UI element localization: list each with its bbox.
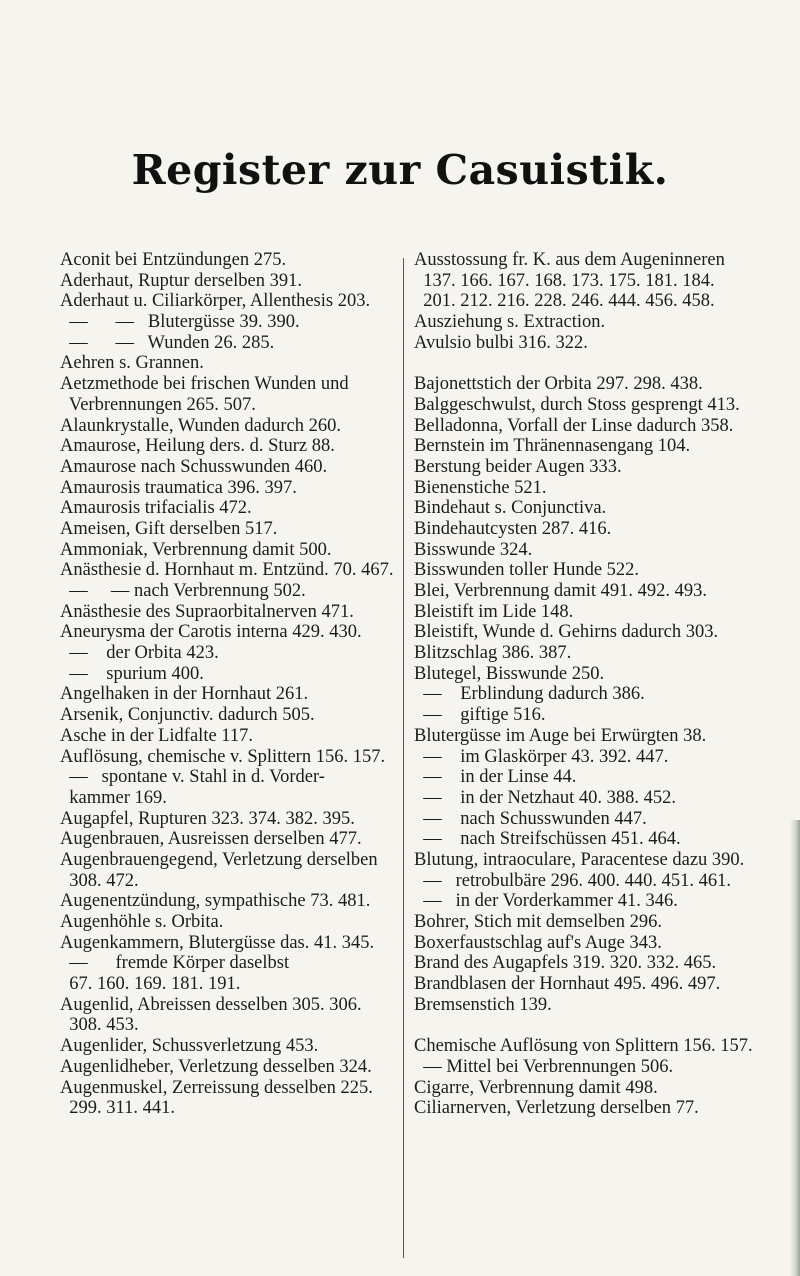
index-entry: kammer 169.: [60, 787, 167, 808]
index-entry: Augenhöhle s. Orbita.: [60, 912, 224, 932]
index-entry: Aderhaut u. Ciliarkörper, Allenthesis 203.: [60, 291, 371, 312]
index-entry: 308. 472.: [60, 870, 139, 891]
index-entry: Bienenstiche 521.: [414, 477, 547, 498]
index-entry: Bohrer, Stich mit demselben 296.: [414, 912, 662, 932]
index-entry: Bernstein im Thränennasengang 104.: [414, 436, 691, 457]
index-entry: Ciliarnerven, Verletzung derselben 77.: [414, 1098, 699, 1119]
index-entry: Ameisen, Gift derselben 517.: [60, 518, 278, 539]
index-entry: Amaurosis trifacialis 472.: [60, 498, 252, 519]
index-entry: 308. 453.: [60, 1015, 139, 1036]
index-entry: Amaurosis traumatica 396. 397.: [60, 477, 297, 498]
column-divider: [403, 258, 404, 1258]
index-entry: Augenlider, Schussverletzung 453.: [60, 1036, 319, 1057]
index-entry: Cigarre, Verbrennung damit 498.: [414, 1077, 658, 1098]
right-column: [414, 250, 764, 1119]
index-entry: — Mittel bei Verbrennungen 506.: [414, 1056, 674, 1077]
index-entry: Asche in der Lidfalte 117.: [60, 725, 253, 746]
index-entry: Aderhaut, Ruptur derselben 391.: [60, 270, 302, 291]
index-entry: Berstung beider Augen 333.: [414, 456, 622, 477]
page-edge-shadow: [790, 820, 800, 1276]
index-entry: Bindehaut s. Conjunctiva.: [414, 498, 607, 519]
index-entry: Ammoniak, Verbrennung damit 500.: [60, 539, 332, 560]
index-entry: Balggeschwulst, durch Stoss gesprengt 413.: [414, 394, 740, 415]
index-entry: Augenkammern, Blutergüsse das. 41. 345.: [60, 932, 375, 953]
index-entry: Augenlid, Abreissen desselben 305. 306.: [60, 994, 362, 1015]
index-entry: Alaunkrystalle, Wunden dadurch 260.: [60, 415, 341, 436]
index-entry: Blutergüsse im Auge bei Erwürgten 38.: [414, 725, 707, 746]
index-entry: Bajonettstich der Orbita 297. 298. 438.: [414, 374, 703, 395]
index-entry: — nach Schusswunden 447.: [414, 808, 647, 829]
index-entry: Bindehautcysten 287. 416.: [414, 518, 612, 539]
index-entry: — im Glaskörper 43. 392. 447.: [414, 746, 669, 767]
index-entry: Bleistift, Wunde d. Gehirns dadurch 303.: [414, 622, 719, 643]
index-entry: 137. 166. 167. 168. 173. 175. 181. 184.: [414, 270, 715, 291]
index-entry: Augapfel, Rupturen 323. 374. 382. 395.: [60, 808, 355, 829]
index-entry: — spontane v. Stahl in d. Vorder-: [60, 767, 325, 788]
index-entry: Aehren s. Grannen.: [60, 353, 204, 374]
index-entry: — — Wunden 26. 285.: [60, 332, 275, 353]
index-entry: — in der Vorderkammer 41. 346.: [414, 891, 678, 912]
entry-gap: [414, 1015, 764, 1036]
index-entry: Anästhesie d. Hornhaut m. Entzünd. 70. 467.: [60, 560, 394, 581]
index-entry: Bleistift im Lide 148.: [414, 601, 574, 622]
index-entry: — in der Netzhaut 40. 388. 452.: [414, 787, 677, 808]
index-entry: 201. 212. 216. 228. 246. 444. 456. 458.: [414, 291, 715, 312]
index-entry: Bisswunden toller Hunde 522.: [414, 560, 640, 581]
index-entry: Brand des Augapfels 319. 320. 332. 465.: [414, 953, 717, 974]
index-entry: Blei, Verbrennung damit 491. 492. 493.: [414, 581, 708, 601]
index-entry: Blutung, intraoculare, Paracentese dazu 390.: [414, 849, 745, 870]
index-entry: Arsenik, Conjunctiv. dadurch 505.: [60, 705, 315, 726]
entry-gap: [414, 353, 764, 374]
index-entry: Augenentzündung, sympathische 73. 481.: [60, 891, 371, 912]
index-entry: Anästhesie des Supraorbitalnerven 471.: [60, 601, 354, 622]
index-entry: Boxerfaustschlag auf's Auge 343.: [414, 932, 662, 953]
index-entry: Aneurysma der Carotis interna 429. 430.: [60, 622, 362, 643]
index-entry: Ausstossung fr. K. aus dem Augeninneren: [414, 250, 725, 270]
index-entry: Avulsio bulbi 316. 322.: [414, 332, 588, 353]
index-entry: Chemische Auflösung von Splittern 156. 157.: [414, 1036, 753, 1057]
index-entry: — giftige 516.: [414, 705, 546, 726]
index-entry: Augenbrauengegend, Verletzung derselben: [60, 849, 378, 870]
index-entry: Ausziehung s. Extraction.: [414, 312, 606, 333]
index-entry: Aconit bei Entzündungen 275.: [60, 250, 287, 270]
page-title: Register zur Casuistik.: [131, 146, 669, 194]
index-entry: Aetzmethode bei frischen Wunden und: [60, 374, 349, 395]
index-entry: Blitzschlag 386. 387.: [414, 643, 572, 664]
index-entry: — fremde Körper daselbst: [60, 953, 290, 974]
index-entry: Verbrennungen 265. 507.: [60, 394, 256, 415]
index-entry: Brandblasen der Hornhaut 495. 496. 497.: [414, 974, 721, 995]
index-entry: Bremsenstich 139.: [414, 994, 552, 1015]
index-entry: — retrobulbäre 296. 400. 440. 451. 461.: [414, 870, 732, 891]
index-entry: Amaurose, Heilung ders. d. Sturz 88.: [60, 436, 335, 457]
index-entry: — — Blutergüsse 39. 390.: [60, 312, 300, 333]
index-entry: Augenmuskel, Zerreissung desselben 225.: [60, 1077, 373, 1098]
index-entry: 67. 160. 169. 181. 191.: [60, 974, 241, 995]
index-entry: — — nach Verbrennung 502.: [60, 581, 306, 601]
index-entry: Auflösung, chemische v. Splittern 156. 157.: [60, 746, 386, 767]
index-entry: Belladonna, Vorfall der Linse dadurch 358.: [414, 415, 734, 436]
index-entry: Augenbrauen, Ausreissen derselben 477.: [60, 829, 362, 850]
index-entry: Blutegel, Bisswunde 250.: [414, 663, 605, 684]
index-entry: — nach Streifschüssen 451. 464.: [414, 829, 681, 850]
index-entry: — spurium 400.: [60, 663, 204, 684]
index-entry: 299. 311. 441.: [60, 1098, 175, 1119]
index-entry: — der Orbita 423.: [60, 643, 219, 664]
index-entry: Amaurose nach Schusswunden 460.: [60, 456, 328, 477]
index-entry: Bisswunde 324.: [414, 539, 533, 560]
left-column: [60, 250, 396, 1119]
index-entry: — in der Linse 44.: [414, 767, 577, 788]
index-entry: Augenlidheber, Verletzung desselben 324.: [60, 1056, 372, 1077]
index-entry: — Erblindung dadurch 386.: [414, 684, 645, 705]
index-entry: Angelhaken in der Hornhaut 261.: [60, 684, 309, 705]
